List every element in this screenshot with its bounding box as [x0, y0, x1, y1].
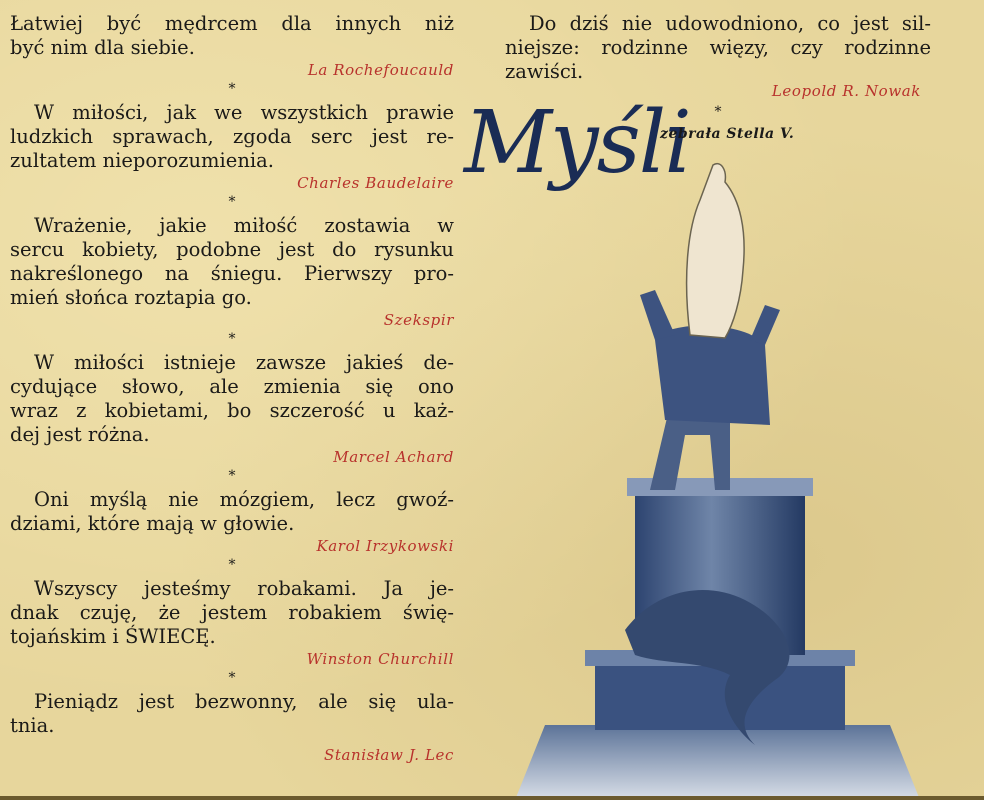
quote-text — [10, 488, 454, 536]
quote-line: tojańskim i ŚWIECĘ. — [10, 625, 216, 648]
page-title: Myśli — [464, 93, 690, 193]
quote-block — [10, 488, 454, 555]
figure-arm-left — [640, 290, 675, 340]
separator-star: * — [228, 557, 236, 573]
separator-star: * — [714, 104, 722, 120]
quote-line: tnia. — [10, 714, 55, 737]
quote-block — [10, 351, 454, 466]
quote-line: nakreślonego na śniegu. Pierwszy pro- — [10, 262, 454, 285]
quote-author: Leopold R. Nowak — [771, 82, 921, 100]
quote-line: dnak czuję, że jestem robakiem świę- — [10, 601, 454, 624]
quote-text — [10, 101, 454, 173]
separator-star: * — [228, 81, 236, 97]
separator-star: * — [228, 670, 236, 686]
statue-illustration — [515, 160, 920, 800]
quote-line: dej jest różna. — [10, 423, 150, 446]
quote-author: Winston Churchill — [306, 650, 454, 668]
quote-text — [505, 12, 931, 84]
quote-line: Oni myślą nie mózgiem, lecz gwoź- — [34, 488, 454, 511]
quote-line: Do dziś nie udowodniono, co jest sil- — [529, 12, 931, 35]
quote-line: sercu kobiety, podobne jest do rysunku — [10, 238, 454, 261]
separator-star: * — [228, 194, 236, 210]
quote-author: La Rochefoucauld — [307, 61, 454, 79]
separator-star: * — [228, 468, 236, 484]
quote-block — [10, 577, 454, 668]
quote-text — [10, 351, 454, 447]
quote-line: W miłości, jak we wszystkich prawie — [34, 101, 454, 124]
separator-star: * — [228, 331, 236, 347]
quote-author: Szekspir — [383, 311, 454, 329]
quote-line: zawiści. — [505, 60, 584, 83]
quote-block — [10, 101, 454, 192]
quote-line: mień słońca roztapia go. — [10, 286, 252, 309]
quote-line: W miłości istnieje zawsze jakieś de- — [34, 351, 454, 374]
statue-base — [515, 725, 920, 800]
quote-line: ludzkich sprawach, zgoda serc jest re- — [10, 125, 454, 148]
quote-text — [10, 690, 454, 738]
quote-author: Marcel Achard — [333, 448, 454, 466]
compiler-credit: zebrała Stella V. — [660, 126, 795, 142]
quote-author: Karol Irzykowski — [316, 537, 454, 555]
page-edge — [0, 796, 984, 800]
quote-line: być nim dla siebie. — [10, 36, 195, 59]
quote-block — [10, 690, 454, 764]
quote-line: niejsze: rodzinne więzy, czy rodzinne — [505, 36, 931, 59]
quote-line: Wszyscy jesteśmy robakami. Ja je- — [34, 577, 454, 600]
quote-line: Łatwiej być mędrcem dla innych niż — [10, 12, 454, 35]
hand-collage — [687, 164, 745, 338]
quote-line: Pieniądz jest bezwonny, ale się ula- — [34, 690, 454, 713]
figure-arm-right — [750, 305, 780, 345]
quote-line: wraz z kobietami, bo szczerość u każ- — [10, 399, 454, 422]
quote-author: Stanisław J. Lec — [323, 746, 454, 764]
quote-text — [10, 577, 454, 649]
quote-line: zultatem nieporozumienia. — [10, 149, 274, 172]
quote-line: dziami, które mają w głowie. — [10, 512, 295, 535]
quote-block — [10, 12, 454, 79]
left-column — [10, 12, 454, 764]
quote-text — [10, 12, 454, 60]
quote-block — [10, 214, 454, 329]
quote-line: Wrażenie, jakie miłość zostawia w — [34, 214, 454, 237]
quote-line: cydujące słowo, ale zmienia się ono — [10, 375, 454, 398]
quote-author: Charles Baudelaire — [297, 174, 454, 192]
quote-text — [10, 214, 454, 310]
